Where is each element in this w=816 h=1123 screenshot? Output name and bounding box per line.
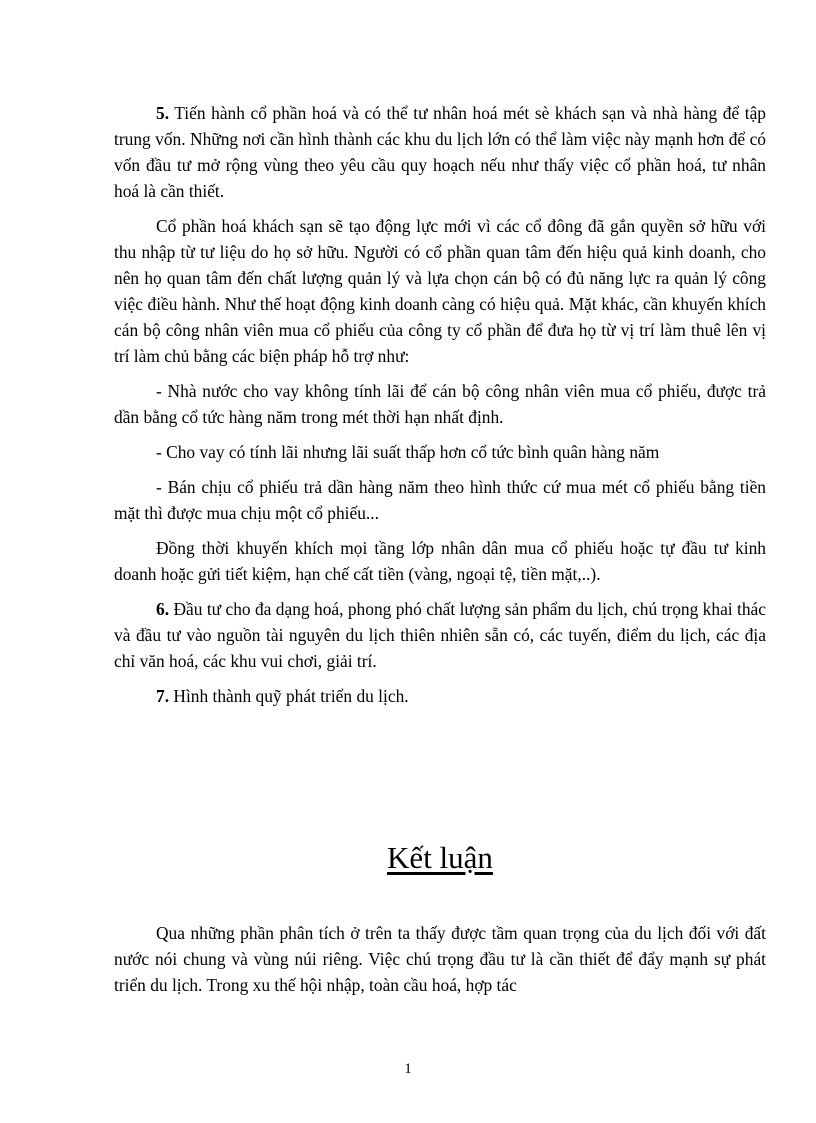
paragraph-text: Cổ phần hoá khách sạn sẽ tạo động lực mới vì các cổ đông đã gắn quyền sở hữu với thu nhập từ tư liệu do họ sở hữu. Người có cổ phần quan tâm đến hiệu quả kinh doanh, cho nên họ quan tâm đến chất lượng quản lý và lựa chọn cán bộ có đủ năng lực ra quản lý công việc điều hành. Như thế hoạt động kinh doanh càng có hiệu quả. Mặt khác, cần khuyến khích cán bộ công nhân viên mua cổ phiếu của công ty cổ phần để đưa họ từ vị trí làm thuê lên vị trí làm chủ bằng các biện pháp hỗ trợ như: <box>114 216 766 366</box>
paragraph-encouragement <box>114 535 766 587</box>
bullet-paragraph <box>114 378 766 430</box>
paragraph-text: Hình thành quỹ phát triển du lịch. <box>169 686 409 706</box>
item-number: 6. <box>156 599 170 619</box>
paragraph-text: Qua những phần phân tích ở trên ta thấy được tầm quan trọng của du lịch đối với đất nước nói chung và vùng núi riêng. Việc chú trọng đầu tư là cần thiết để đẩy mạnh sự phát triển du lịch. Trong xu thế hội nhập, toàn cầu hoá, hợp tác <box>114 923 766 995</box>
bullet-paragraph <box>114 439 766 465</box>
item-number: 7. <box>156 686 170 706</box>
bullet-paragraph <box>114 474 766 526</box>
page-number: 1 <box>404 1061 412 1077</box>
paragraph-item-6 <box>114 596 766 674</box>
item-number: 5. <box>156 103 170 123</box>
paragraph-item-7 <box>114 683 766 709</box>
paragraph-item-5 <box>114 100 766 204</box>
paragraph-text: - Bán chịu cổ phiếu trả dần hàng năm theo hình thức cứ mua mét cổ phiếu bằng tiền mặt thì được mua chịu một cổ phiếu... <box>114 477 766 523</box>
conclusion-heading-wrap <box>114 836 766 880</box>
paragraph-text: Tiến hành cổ phần hoá và có thể tư nhân hoá mét sè khách sạn và nhà hàng để tập trung vốn. Những nơi cần hình thành các khu du lịch lớn có thể làm việc này mạnh hơn để có vốn đầu tư mở rộng vùng theo yêu cầu quy hoạch nếu như thấy việc cổ phần hoá, tư nhân hoá là cần thiết. <box>114 103 766 201</box>
paragraph-text: - Cho vay có tính lãi nhưng lãi suất thấp hơn cổ tức bình quân hàng năm <box>156 442 660 462</box>
paragraph-text: - Nhà nước cho vay không tính lãi để cán bộ công nhân viên mua cổ phiếu, được trả dần bằng cổ tức hàng năm trong mét thời hạn nhất định. <box>114 381 766 427</box>
conclusion-heading: Kết luận <box>387 840 493 875</box>
body-text <box>114 100 766 718</box>
conclusion-body <box>114 920 766 1007</box>
paragraph-text: Đầu tư cho đa dạng hoá, phong phó chất lượng sản phẩm du lịch, chú trọng khai thác và đầu tư vào nguồn tài nguyên du lịch thiên nhiên sẵn có, các tuyến, điểm du lịch, các địa chỉ văn hoá, các khu vui chơi, giải trí. <box>114 599 766 671</box>
conclusion-paragraph <box>114 920 766 998</box>
paragraph-text: Đồng thời khuyến khích mọi tầng lớp nhân dân mua cổ phiếu hoặc tự đầu tư kinh doanh hoặc gửi tiết kiệm, hạn chế cất tiền (vàng, ngoại tệ, tiền mặt,..). <box>114 538 766 584</box>
paragraph-equitization <box>114 213 766 369</box>
